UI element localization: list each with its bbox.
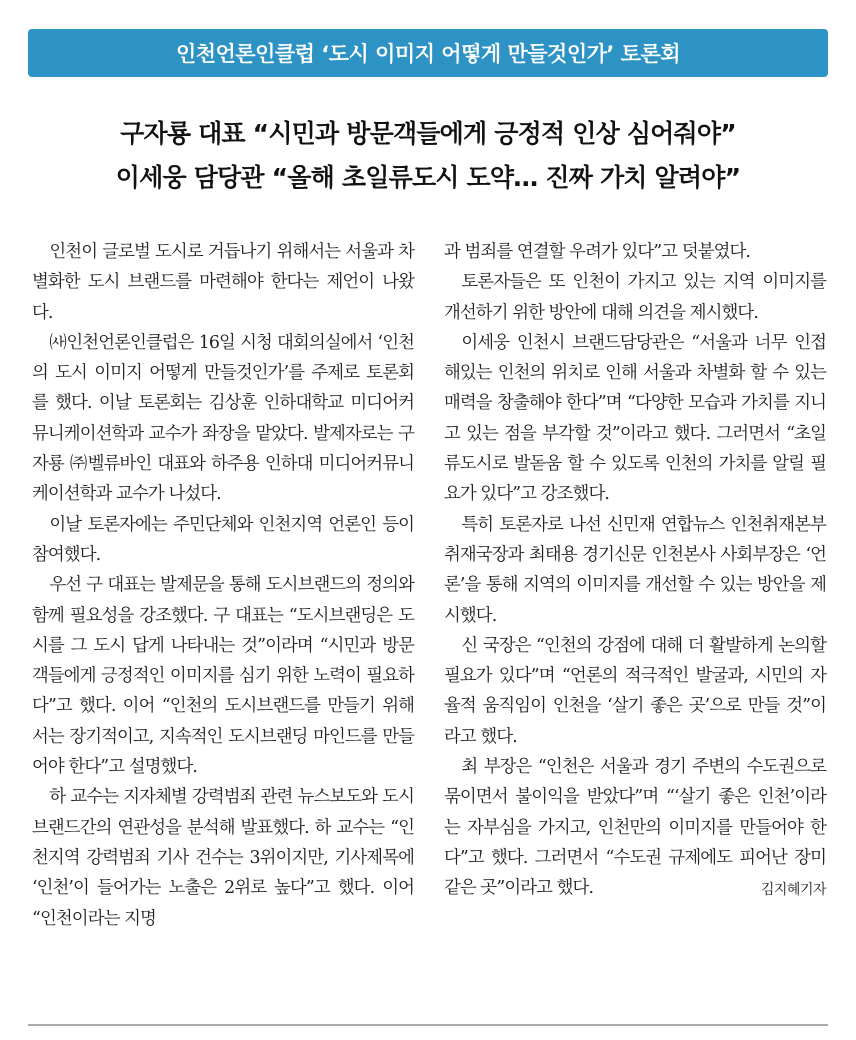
paragraph-last: [444, 752, 826, 903]
paragraph-last-text: 최 부장은 “인천은 서울과 경기 주변의 수도권으로 묶이면서 불이익을 받았다”며 “‘살기 좋은 인천’이라는 자부심을 가지고, 인천만의 이미지를 만들어야 한다”고 했다. 그러면서 “수도권 규제에도 피어난 장미 같은 곳”이라고 했다.: [444, 757, 826, 899]
paragraph: 우선 구 대표는 발제문을 통해 도시브랜드의 정의와 함께 필요성을 강조했다. 구 대표는 “도시브랜딩은 도시를 그 도시 답게 나타내는 것”이라며 “시민과 방문객들에게 긍정적인 이미지를 심기 위한 노력이 필요하다”고 했다. 이어 “인천의 도시브랜드를 만들기 위해서는 장기적이고, 지속적인 도시브랜딩 마인드를 만들어야 한다”고 설명했다.: [32, 575, 414, 778]
bottom-divider: [28, 1024, 828, 1026]
headline-line-1: 구자룡 대표 “시민과 방문객들에게 긍정적 인상 심어줘야”: [120, 119, 736, 148]
paragraph: 이세웅 인천시 브랜드담당관은 “서울과 너무 인접해있는 인천의 위치로 인해 서울과 차별화 할 수 있는 매력을 창출해야 한다”며 “다양한 모습과 가치를 지니고 있는 점을 부각할 것”이라고 했다. 그러면서 “초일류도시로 발돋움 할 수 있도록 인천의 가치를 알릴 필요가 있다”고 강조했다.: [444, 332, 826, 505]
paragraph: 이날 토론자에는 주민단체와 인천지역 언론인 등이 참여했다.: [32, 514, 414, 565]
paragraph: 신 국장은 “인천의 강점에 대해 더 활발하게 논의할 필요가 있다”며 “언론의 적극적인 발굴과, 시민의 자율적 움직임이 인천을 ‘살기 좋은 곳’으로 만들 것”이라고 했다.: [444, 635, 826, 747]
article-column-right: [444, 237, 826, 906]
paragraph: 토론자들은 또 인천이 가지고 있는 지역 이미지를 개선하기 위한 방안에 대해 의견을 제시했다.: [444, 272, 826, 323]
headline: [28, 112, 828, 200]
section-banner: 인천언론인클럽 ‘도시 이미지 어떻게 만들것인가’ 토론회: [28, 29, 828, 77]
paragraph: 하 교수는 지자체별 강력범죄 관련 뉴스보도와 도시브랜드간의 연관성을 분석해 발표했다. 하 교수는 “인천지역 강력범죄 기사 건수는 3위이지만, 기사제목에 ‘인천’이 들어가는 노출은 2위로 높다”고 했다. 이어 “인천이라는 지명: [32, 787, 414, 929]
paragraph-continuation: 과 범죄를 연결할 우려가 있다”고 덧붙였다.: [444, 242, 751, 262]
byline: 김지혜기자: [760, 882, 826, 899]
article-column-left: [32, 237, 414, 934]
paragraph: ㈔인천언론인클럽은 16일 시청 대회의실에서 ‘인천의 도시 이미지 어떻게 만들것인가’를 주제로 토론회를 했다. 이날 토론회는 김상훈 인하대학교 미디어커뮤니케이션학과 교수가 좌장을 맡았다. 발제자로는 구자룡 ㈜벨류바인 대표와 하주용 인하대 미디어커뮤니케이션학과 교수가 나섰다.: [32, 332, 414, 505]
paragraph: 특히 토론자로 나선 신민재 연합뉴스 인천취재본부 취재국장과 최태용 경기신문 인천본사 사회부장은 ‘언론’을 통해 지역의 이미지를 개선할 수 있는 방안을 제시했다.: [444, 514, 826, 626]
paragraph: 인천이 글로벌 도시로 거듭나기 위해서는 서울과 차별화한 도시 브랜드를 마련해야 한다는 제언이 나왔다.: [32, 242, 414, 323]
headline-line-2: 이세웅 담당관 “올해 초일류도시 도약… 진짜 가치 알려야”: [115, 163, 741, 192]
